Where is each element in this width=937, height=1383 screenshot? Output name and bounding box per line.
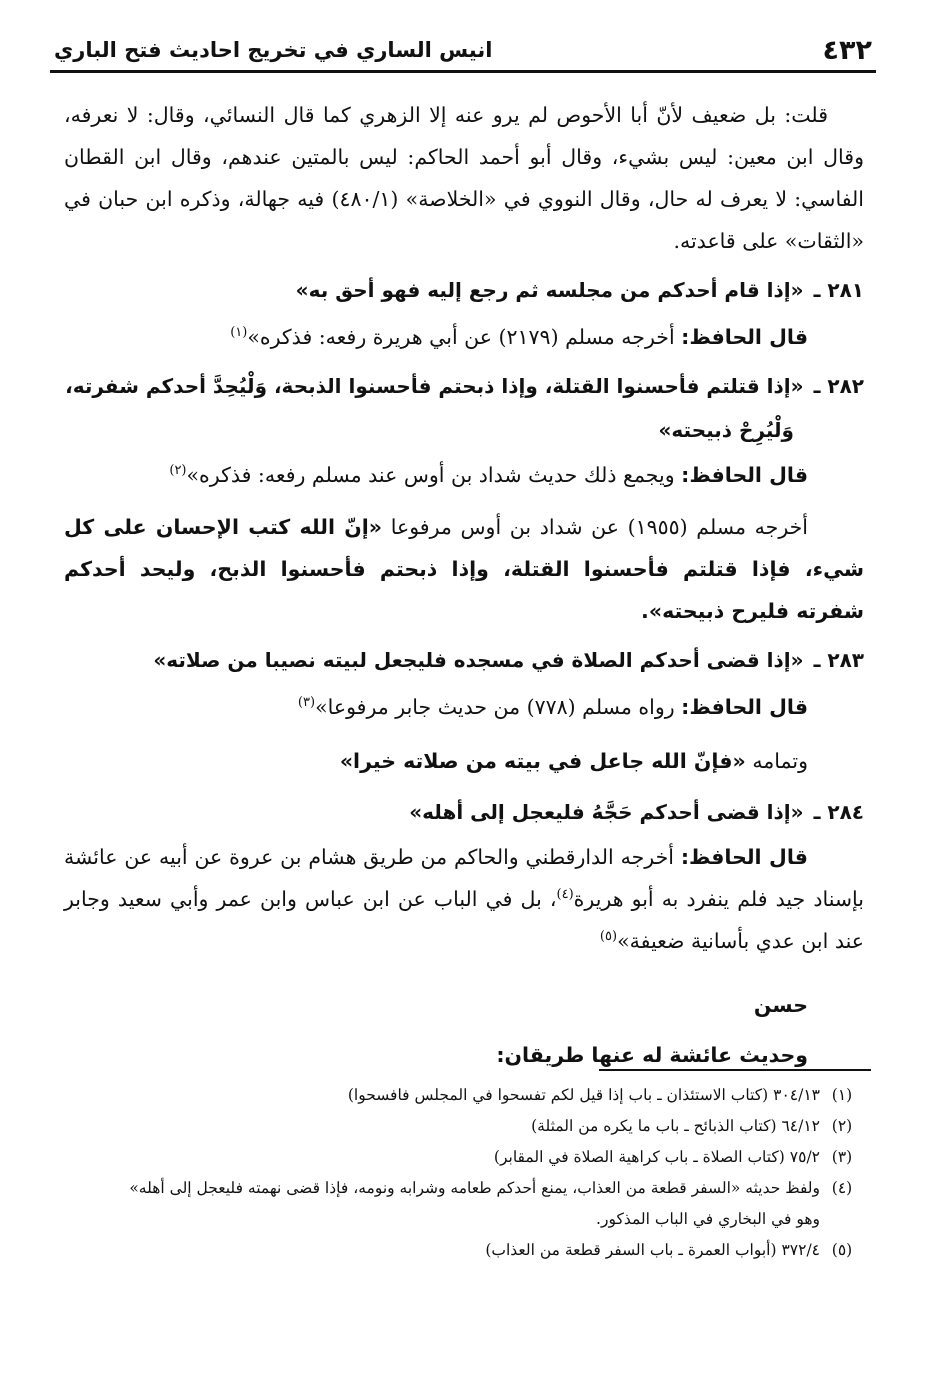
hadith-282-heading (64, 364, 864, 452)
footnote-ref-3: (٣) (297, 695, 316, 711)
hadith-282-extra-plain: أخرجه مسلم (١٩٥٥) عن شداد بن أوس مرفوعا (390, 515, 808, 539)
footnote-text: ٦٤/١٢ (كتاب الذبائح ـ باب ما يكره من المثلة) (531, 1117, 820, 1135)
footnote-text: ٧٥/٢ (كتاب الصلاة ـ باب كراهية الصلاة في المقابر) (493, 1148, 820, 1166)
hadith-284-heading (64, 788, 864, 836)
footnote-ref-2: (٢) (169, 463, 187, 479)
hadith-283-text: «إذا قضى أحدكم الصلاة في مسجده فليجعل لبيته نصيبا من صلاته» (153, 648, 804, 672)
hadith-281-number: ٢٨١ ـ (813, 278, 864, 302)
grade-label: حسن (753, 993, 808, 1017)
aisha-paths-line: وحديث عائشة له عنها طريقان: (496, 1043, 808, 1067)
hadith-284-text: «إذا قضى أحدكم حَجَّهُ فليعجل إلى أهله» (409, 800, 804, 824)
hadith-283-completion (64, 738, 864, 784)
footnotes (64, 1080, 864, 1266)
hadith-282-text-line1: «إذا قتلتم فأحسنوا القتلة، وإذا ذبحتم فأحسنوا الذبحة، وَلْيُحِدَّ أحدكم شفرته، (65, 374, 804, 398)
hadith-282-number: ٢٨٢ ـ (813, 374, 864, 398)
footnote-divider (599, 1069, 871, 1071)
page-header (50, 30, 876, 73)
hadith-282-text-line2: وَلْيُرِحْ ذبيحته» (658, 418, 794, 442)
footnote-ref-5: (٥) (599, 929, 618, 945)
hadith-284-note-part2: ، بل في الباب عن ابن عباس وابن عمر وأبي سعيد وجابر عند ابن عدي بأسانية ضعيفة» (64, 887, 864, 953)
footnote-number: (١) (831, 1086, 853, 1104)
hadith-281-note: أخرجه مسلم (٢١٧٩) عن أبي هريرة رفعه: فذكره» (247, 325, 675, 349)
hadith-281-heading (64, 266, 864, 314)
hadith-281-commentary (64, 314, 864, 360)
footnote-4-continuation (64, 1204, 864, 1235)
hafiz-label: قال الحافظ: (680, 845, 808, 869)
footnote-text: ٣٧٢/٤ (أبواب العمرة ـ باب السفر قطعة من العذاب) (485, 1241, 820, 1259)
footnote-number: (٢) (831, 1117, 853, 1135)
hadith-284-commentary (64, 836, 864, 962)
intro-paragraph: قلت: بل ضعيف لأنّ أبا الأحوص لم يرو عنه إلا الزهري كما قال النسائي، وقال: لا نعرفه، وقال ابن معين: ليس بشيء، وقال أبو أحمد الحاكم: ليس بالمتين عندهم، وقال ابن القطان الفاسي: لا يعرف له حال، وقال النووي في «الخلاصة» (٤٨٠/١) فيه جهالة، وذكره ابن حبان في «الثقات» على قاعدته. (64, 103, 865, 253)
footnote-number: (٣) (831, 1148, 853, 1166)
hadith-283-heading (64, 636, 864, 684)
running-title: انيس الساري في تخريج احاديث فتح الباري (54, 38, 493, 62)
hadith-283-commentary (64, 684, 864, 730)
footnote-3 (64, 1142, 864, 1173)
hadith-284-number: ٢٨٤ ـ (813, 800, 864, 824)
hadith-283-completion-plain: وتمامه (752, 749, 808, 773)
hadith-283-completion-quote: «فإنّ الله جاعل في بيته من صلاته خيرا» (339, 749, 746, 773)
main-text (64, 94, 864, 1080)
footnote-2 (64, 1111, 864, 1142)
footnote-1 (64, 1080, 864, 1111)
hafiz-label: قال الحافظ: (681, 325, 808, 349)
hafiz-label: قال الحافظ: (681, 695, 808, 719)
hadith-282-extra (64, 506, 864, 632)
footnote-ref-4: (٤) (556, 887, 574, 903)
footnote-ref-1: (١) (230, 325, 248, 341)
footnote-text: ولفظ حديثه «السفر قطعة من العذاب، يمنع أحدكم طعامه وشرابه ونومه، فإذا قضى نهمته فليعجل إلى أهله» (129, 1179, 820, 1197)
footnote-text: وهو في البخاري في الباب المذكور. (596, 1210, 820, 1228)
hafiz-label: قال الحافظ: (681, 463, 808, 487)
footnote-4 (64, 1173, 864, 1204)
footnote-number: (٤) (831, 1179, 853, 1197)
footnote-number: (٥) (831, 1241, 853, 1259)
hadith-281-text: «إذا قام أحدكم من مجلسه ثم رجع إليه فهو أحق به» (295, 278, 804, 302)
hadith-282-extra-quote: «إنّ الله كتب الإحسان على كل شيء، فإذا قتلتم فأحسنوا القتلة، وإذا ذبحتم فأحسنوا الذبح، وليحد أحدكم شفرته فليرح ذبيحته». (64, 515, 864, 623)
footnote-5 (64, 1235, 864, 1266)
hadith-283-number: ٢٨٣ ـ (813, 648, 864, 672)
footnote-text: ٣٠٤/١٣ (كتاب الاستئذان ـ باب إذا قيل لكم تفسحوا في المجلس فافسحوا) (347, 1086, 820, 1104)
hadith-282-note: ويجمع ذلك حديث شداد بن أوس عند مسلم رفعه: فذكره» (186, 463, 675, 487)
hadith-284-note-part1: أخرجه الدارقطني والحاكم من طريق هشام بن عروة عن أبيه عن عائشة بإسناد جيد فلم ينفرد به أبو هريرة (64, 845, 865, 911)
hadith-283-note: رواه مسلم (٧٧٨) من حديث جابر مرفوعا» (315, 695, 675, 719)
page-number: ٤٣٢ (822, 34, 872, 66)
hadith-282-commentary (64, 452, 864, 498)
